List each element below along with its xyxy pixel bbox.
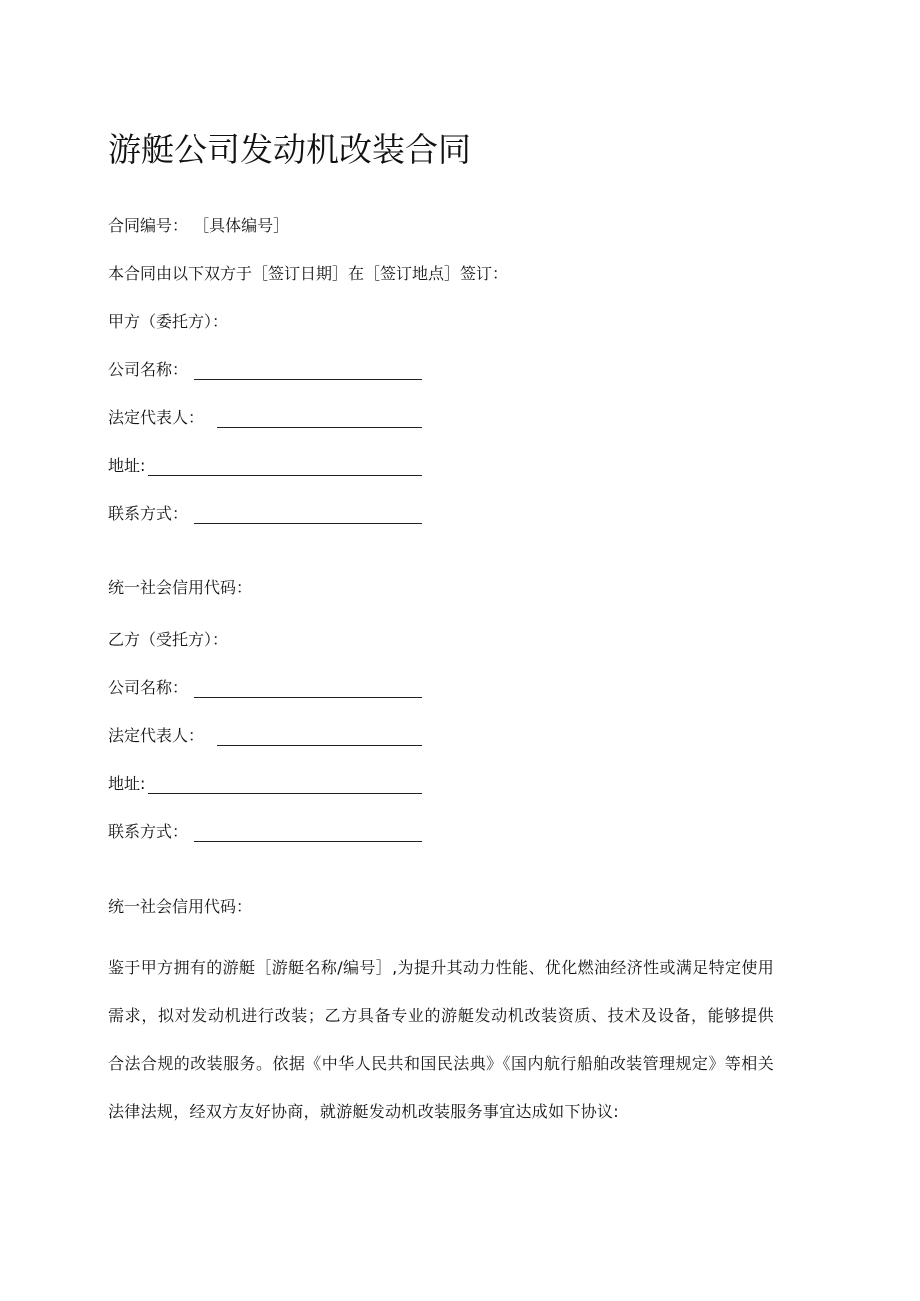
party-b-credit-code-label: 统一社会信用代码：: [108, 897, 253, 916]
party-b-contact-label: 联系方式：: [108, 822, 189, 841]
party-a-company-name-label: 公司名称：: [108, 360, 189, 379]
party-a-address-label: 地址:: [108, 456, 146, 475]
party-b-contact-field[interactable]: [194, 841, 422, 842]
party-a-address-field[interactable]: [148, 475, 422, 476]
party-a-contact-label: 联系方式：: [108, 504, 189, 523]
party-a-legal-rep-label: 法定代表人：: [108, 408, 205, 427]
party-b-legal-rep-label: 法定代表人：: [108, 726, 205, 745]
party-b-address-field[interactable]: [148, 793, 422, 794]
signing-line: 本合同由以下双方于［签订日期］在［签订地点］签订：: [108, 264, 509, 283]
party-a-heading: 甲方（委托方）：: [108, 312, 229, 331]
party-a-contact-field[interactable]: [194, 523, 422, 524]
document-title: 游艇公司发动机改装合同: [108, 130, 471, 169]
party-b-legal-rep-field[interactable]: [217, 745, 422, 746]
contract-number: 合同编号： ［具体编号］: [108, 216, 290, 235]
party-a-credit-code-label: 统一社会信用代码：: [108, 578, 253, 597]
party-b-heading: 乙方（受托方）：: [108, 630, 229, 649]
party-a-legal-rep-field[interactable]: [217, 427, 422, 428]
preamble-paragraph: 鉴于甲方拥有的游艇［游艇名称/编号］,为提升其动力性能、优化燃油经济性或满足特定使用需求，拟对发动机进行改装；乙方具备专业的游艇发动机改装资质、技术及设备，能够提供合法合规的改装服务。依据《中华人民共和国民法典》《国内航行船舶改装管理规定》等相关法律法规，经双方友好协商，就游艇发动机改装服务事宜达成如下协议:: [108, 958, 774, 1121]
party-b-address-label: 地址:: [108, 774, 146, 793]
party-b-company-name-field[interactable]: [194, 697, 422, 698]
party-a-company-name-field[interactable]: [194, 379, 422, 380]
party-b-company-name-label: 公司名称：: [108, 678, 189, 697]
